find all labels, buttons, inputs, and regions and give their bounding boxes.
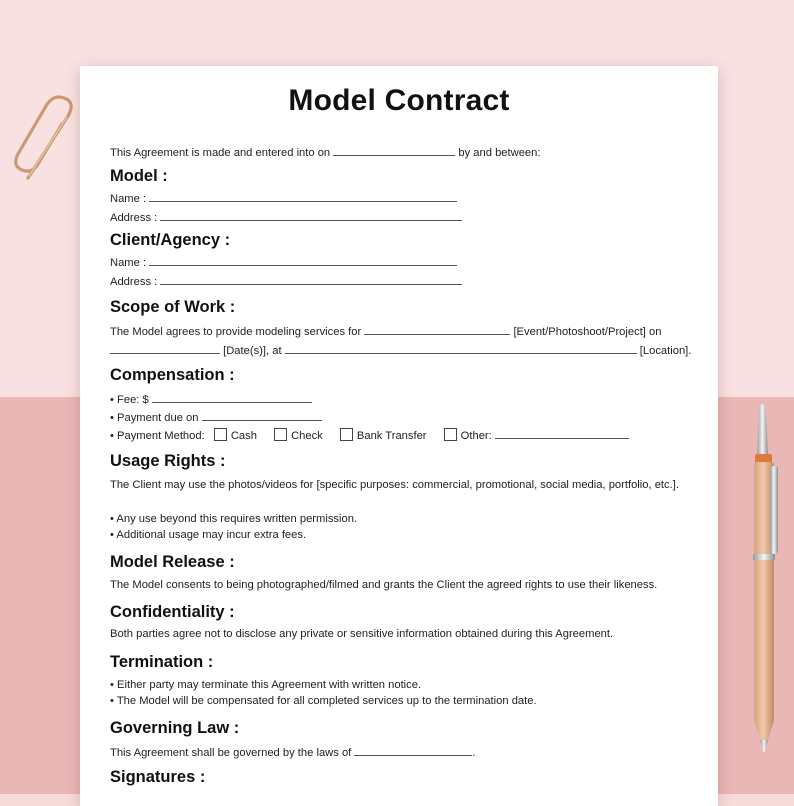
scope-line-1 — [110, 323, 661, 338]
fee-row — [110, 391, 312, 406]
usage-paragraph: The Client may use the photos/videos for [specific purposes: commercial, promotional, social media, portfolio, etc.]. — [110, 479, 679, 491]
payment-method-row — [110, 427, 629, 442]
page-title: Model Contract — [288, 84, 510, 117]
client-name-field[interactable] — [149, 254, 457, 266]
cash-checkbox[interactable] — [214, 428, 227, 441]
signatures-heading: Signatures : — [110, 768, 206, 786]
payment-method-label: • Payment Method: — [110, 430, 205, 442]
model-address-row — [110, 209, 462, 224]
payment-due-label: • Payment due on — [110, 412, 199, 424]
payment-due-field[interactable] — [202, 409, 322, 421]
other-method-field[interactable] — [495, 427, 629, 439]
client-heading: Client/Agency : — [110, 231, 231, 249]
termination-bullet-2: • The Model will be compensated for all completed services up to the termination date. — [110, 695, 537, 707]
compensation-heading: Compensation : — [110, 366, 235, 384]
law-text: This Agreement shall be governed by the laws of — [110, 747, 352, 759]
intro-text: This Agreement is made and entered into on — [110, 147, 331, 159]
cash-label: Cash — [230, 430, 257, 442]
model-address-field[interactable] — [160, 209, 462, 221]
law-line — [110, 744, 476, 759]
usage-bullet-2: • Additional usage may incur extra fees. — [110, 529, 307, 541]
model-name-field[interactable] — [149, 190, 457, 202]
model-address-label: Address : — [110, 212, 158, 224]
law-jurisdiction-field[interactable] — [354, 744, 472, 756]
law-heading: Governing Law : — [110, 719, 240, 737]
usage-bullet-1: • Any use beyond this requires written permission. — [110, 513, 358, 525]
client-name-row — [110, 254, 457, 269]
law-period: . — [472, 747, 476, 759]
scope-text-4: [Location]. — [639, 345, 692, 357]
paperclip-icon — [6, 92, 82, 184]
model-name-label: Name : — [110, 193, 147, 205]
pen-icon — [742, 404, 786, 756]
usage-heading: Usage Rights : — [110, 452, 226, 470]
bank-transfer-label: Bank Transfer — [356, 430, 427, 442]
contract-paper — [80, 66, 718, 806]
other-label: Other: — [460, 430, 492, 442]
check-label: Check — [291, 430, 323, 442]
agreement-date-field[interactable] — [333, 144, 455, 156]
confidentiality-heading: Confidentiality : — [110, 603, 235, 621]
model-name-row — [110, 190, 457, 205]
scope-project-field[interactable] — [364, 323, 510, 335]
scope-location-field[interactable] — [285, 342, 637, 354]
termination-heading: Termination : — [110, 653, 214, 671]
check-checkbox[interactable] — [274, 428, 287, 441]
intro-after-text: by and between: — [458, 147, 541, 159]
fee-label: • Fee: $ — [110, 394, 149, 406]
client-name-label: Name : — [110, 257, 147, 269]
client-address-label: Address : — [110, 276, 158, 288]
scope-heading: Scope of Work : — [110, 298, 236, 316]
client-address-field[interactable] — [160, 273, 462, 285]
payment-due-row — [110, 409, 322, 424]
fee-field[interactable] — [152, 391, 312, 403]
release-heading: Model Release : — [110, 553, 235, 571]
client-address-row — [110, 273, 462, 288]
termination-bullet-1: • Either party may terminate this Agreement with written notice. — [110, 679, 422, 691]
scope-line-2 — [110, 342, 691, 357]
release-paragraph: The Model consents to being photographed/filmed and grants the Client the agreed rights to use their likeness. — [110, 579, 658, 591]
scope-date-field[interactable] — [110, 342, 220, 354]
scope-text-1: The Model agrees to provide modeling services for — [110, 326, 362, 338]
scope-text-3: [Date(s)], at — [223, 345, 282, 357]
other-checkbox[interactable] — [444, 428, 457, 441]
model-heading: Model : — [110, 167, 168, 185]
bank-transfer-checkbox[interactable] — [340, 428, 353, 441]
confidentiality-paragraph: Both parties agree not to disclose any private or sensitive information obtained during this Agreement. — [110, 628, 614, 640]
intro-line — [110, 144, 540, 159]
scope-text-2: [Event/Photoshoot/Project] on — [513, 326, 662, 338]
